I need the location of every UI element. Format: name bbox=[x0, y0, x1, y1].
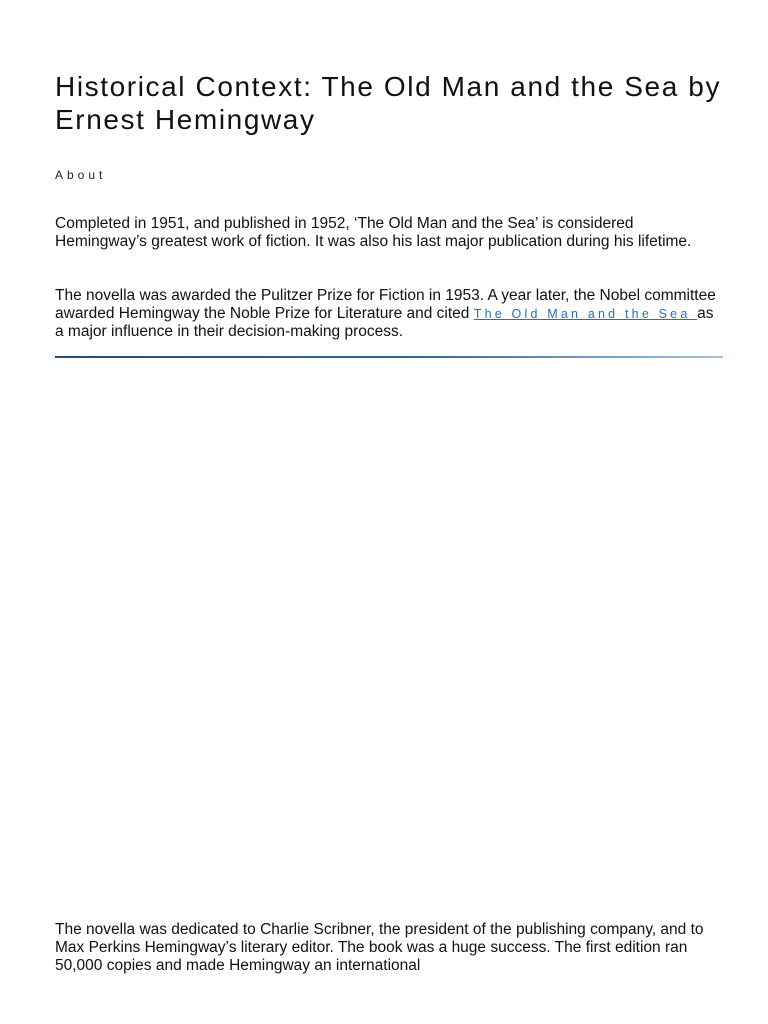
section-label: About bbox=[55, 168, 107, 182]
book-title-link[interactable]: The Old Man and the Sea bbox=[473, 307, 698, 321]
paragraph-awards-text-after: as a major influence in their decision-making process. bbox=[55, 305, 714, 340]
paragraph-dedication: The novella was dedicated to Charlie Scribner, the president of the publishing company, and to Max Perkins Hemingway’s literary editor. The book was a huge success. The first edition ran 50,000 copies and made Hemingway an international bbox=[55, 921, 704, 974]
paragraph-intro: Completed in 1951, and published in 1952, ‘The Old Man and the Sea’ is considered Hemingway’s greatest work of fiction. It was also his last major publication during his lifetime. bbox=[55, 215, 692, 250]
section-divider bbox=[55, 356, 723, 358]
page-title: Historical Context: The Old Man and the Sea by Ernest Hemingway bbox=[55, 71, 722, 135]
paragraph-awards bbox=[55, 287, 725, 341]
paragraph-awards-text-before: The novella was awarded the Pulitzer Prize for Fiction in 1953. A year later, the Nobel committee awarded Hemingway the Noble Prize for Literature and cited bbox=[55, 287, 716, 322]
